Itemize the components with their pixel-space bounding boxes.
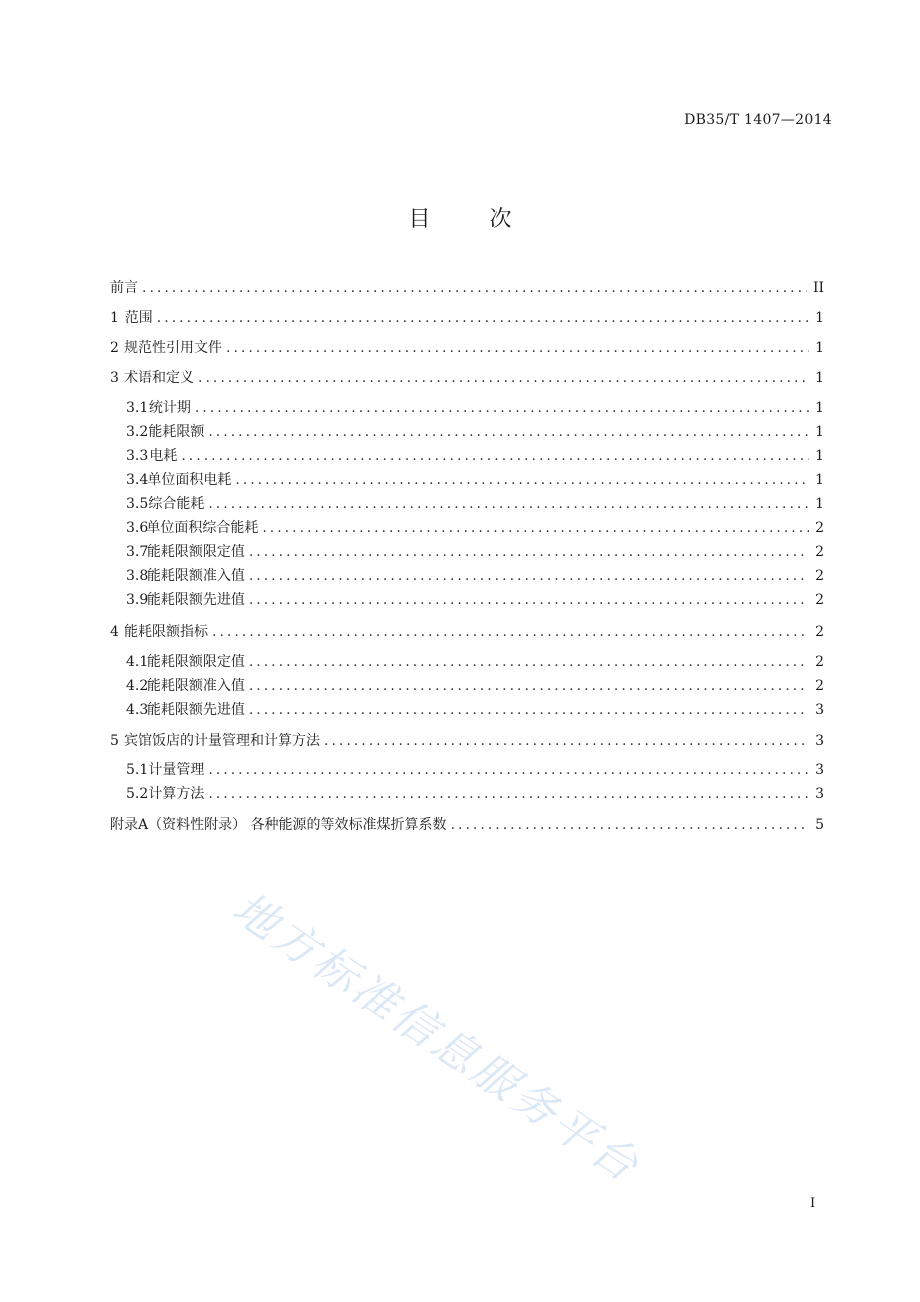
toc-leader-dots [249, 676, 809, 696]
toc-entry-label: 范围 [124, 310, 153, 326]
toc-leader-dots [195, 398, 809, 418]
toc-entry-page: 1 [815, 310, 824, 326]
toc-entry[interactable] [110, 622, 824, 642]
toc-entry-number: 3.8 [126, 568, 149, 584]
toc-entry-page: II [812, 280, 824, 296]
toc-title: 目 次 [408, 207, 538, 232]
toc-entry-page: 3 [815, 702, 824, 718]
toc-leader-dots [208, 784, 809, 804]
toc-entry-page: 2 [815, 520, 824, 536]
toc-entry[interactable] [126, 398, 824, 418]
toc-entry-page: 5 [815, 817, 824, 833]
toc-entry[interactable] [110, 731, 824, 751]
toc-entry-label: 能耗限额准入值 [146, 568, 245, 584]
toc-entry-page: 2 [815, 568, 824, 584]
toc-entry-number: 5.2 [126, 786, 149, 802]
page-number: I [810, 1196, 816, 1211]
toc-entry-page: 2 [815, 544, 824, 560]
toc-entry-number: 3.5 [126, 496, 149, 512]
toc-entry[interactable] [126, 542, 824, 562]
toc-entry[interactable] [126, 470, 824, 490]
toc-leader-dots [324, 731, 809, 751]
toc-entry-page: 2 [815, 592, 824, 608]
toc-leader-dots [235, 470, 809, 490]
toc-entry-page: 1 [815, 472, 824, 488]
toc-entry[interactable] [126, 518, 824, 538]
toc-entry[interactable] [110, 815, 824, 835]
toc-entry-number: 4.2 [126, 678, 149, 694]
toc-entry-label: 能耗限额先进值 [146, 702, 245, 718]
toc-entry-number: 3.4 [126, 472, 149, 488]
watermark: 地方标准信息服务平台 [223, 882, 650, 1194]
toc-entry-page: 2 [815, 678, 824, 694]
toc-entry-number: 5.1 [126, 762, 149, 778]
toc-entry-label: 附录A（资料性附录） 各种能源的等效标准煤折算系数 [110, 817, 447, 833]
toc-leader-dots [249, 590, 809, 610]
toc-entry-label: 统计期 [148, 400, 191, 416]
toc-entry[interactable] [126, 446, 824, 466]
toc-entry[interactable] [126, 760, 824, 780]
toc-entry-label: 能耗限额指标 [124, 624, 208, 640]
toc-entry-number: 4 [110, 624, 119, 640]
toc-entry-label: 电耗 [149, 448, 178, 464]
toc-entry-label: 计算方法 [148, 786, 205, 802]
toc-leader-dots [249, 566, 809, 586]
toc-entry[interactable] [126, 784, 824, 804]
toc-entry[interactable] [110, 278, 824, 298]
toc-entry-number: 1 [110, 310, 119, 326]
toc-entry[interactable] [126, 590, 824, 610]
toc-entry[interactable] [126, 700, 824, 720]
toc-entry-page: 2 [815, 654, 824, 670]
toc-entry-label: 综合能耗 [148, 496, 205, 512]
toc-leader-dots [249, 700, 809, 720]
toc-entry-number: 3 [110, 370, 119, 386]
toc-entry-label: 能耗限额限定值 [146, 654, 245, 670]
toc-leader-dots [249, 652, 809, 672]
toc-entry-page: 3 [815, 786, 824, 802]
toc-entry-page: 1 [815, 448, 824, 464]
toc-leader-dots [249, 542, 809, 562]
toc-entry-number: 3.3 [126, 448, 149, 464]
toc-entry-number: 2 [110, 340, 119, 356]
toc-leader-dots [451, 815, 810, 835]
toc-leader-dots [208, 494, 809, 514]
toc-entry[interactable] [126, 422, 824, 442]
toc-entry-page: 1 [815, 496, 824, 512]
toc-entry-number: 4.3 [126, 702, 149, 718]
toc-entry-label: 能耗限额限定值 [146, 544, 245, 560]
toc-entry[interactable] [126, 566, 824, 586]
document-code: DB35/T 1407—2014 [684, 112, 832, 128]
toc-leader-dots [157, 308, 809, 328]
toc-entry-number: 3.9 [126, 592, 149, 608]
toc-entry-number: 3.1 [126, 400, 149, 416]
toc-entry-label: 能耗限额 [148, 424, 205, 440]
toc-entry[interactable] [126, 676, 824, 696]
toc-entry-number: 4.1 [126, 654, 149, 670]
toc-entry-label: 规范性引用文件 [124, 340, 222, 356]
toc-leader-dots [181, 446, 809, 466]
toc-leader-dots [226, 338, 809, 358]
toc-entry-page: 1 [815, 370, 824, 386]
toc-entry[interactable] [110, 308, 824, 328]
toc-leader-dots [208, 422, 809, 442]
toc-entry-page: 2 [815, 624, 824, 640]
toc-entry-page: 3 [815, 762, 824, 778]
toc-entry-number: 3.7 [126, 544, 149, 560]
toc-entry[interactable] [126, 652, 824, 672]
toc-entry-label: 前言 [110, 280, 138, 296]
toc-leader-dots [212, 622, 809, 642]
toc-entry-page: 1 [815, 400, 824, 416]
toc-entry[interactable] [126, 494, 824, 514]
toc-entry-label: 宾馆饭店的计量管理和计算方法 [124, 733, 320, 749]
toc-entry-label: 能耗限额先进值 [146, 592, 245, 608]
toc-entry-number: 3.6 [126, 520, 149, 536]
toc-entry-number: 3.2 [126, 424, 149, 440]
toc-entry-page: 1 [815, 340, 824, 356]
toc-entry-label: 单位面积电耗 [147, 472, 232, 488]
toc-entry-number: 5 [110, 733, 119, 749]
toc-entry[interactable] [110, 368, 824, 388]
toc-entry-page: 3 [815, 733, 824, 749]
toc-entry-page: 1 [815, 424, 824, 440]
toc-entry[interactable] [110, 338, 824, 358]
toc-leader-dots [262, 518, 809, 538]
toc-leader-dots [142, 278, 807, 298]
toc-entry-label: 计量管理 [148, 762, 205, 778]
toc-entry-label: 能耗限额准入值 [146, 678, 245, 694]
toc-leader-dots [208, 760, 809, 780]
toc-leader-dots [198, 368, 809, 388]
toc-entry-label: 术语和定义 [124, 370, 194, 386]
toc-entry-label: 单位面积综合能耗 [146, 520, 259, 536]
